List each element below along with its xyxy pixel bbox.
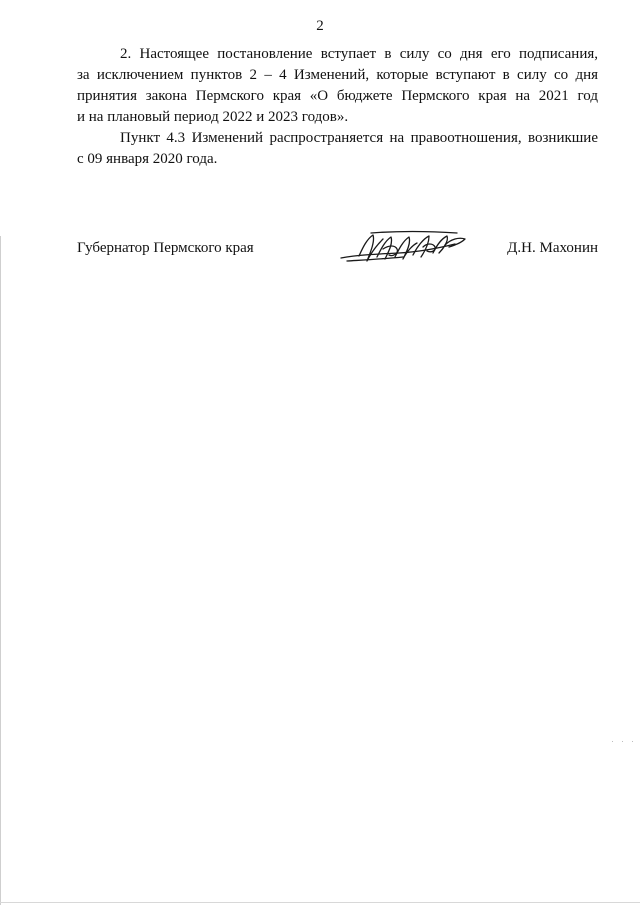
handwritten-signature (337, 227, 469, 269)
signatory-name: Д.Н. Махонин (507, 240, 598, 256)
signature-block (77, 235, 598, 275)
scan-left-edge (0, 236, 1, 905)
paragraph-line: 2. Настоящее постановление вступает в силу со дня его подписания, (120, 46, 598, 62)
scan-speck (622, 741, 623, 742)
paragraph-line: Пункт 4.3 Изменений распространяется на правоотношения, возникшие (120, 130, 598, 146)
paragraph-retroactive-clause (77, 128, 598, 170)
paragraph-line: принятия закона Пермского края «О бюджете Пермского края на 2021 год (77, 88, 598, 104)
document-body (77, 44, 598, 170)
paragraph-effective-date (77, 44, 598, 128)
scan-speck (632, 741, 633, 742)
paragraph-line: с 09 января 2020 года. (77, 151, 218, 167)
signatory-position: Губернатор Пермского края (77, 240, 254, 256)
paragraph-line: и на плановый период 2022 и 2023 годов». (77, 109, 349, 125)
scan-speck (612, 741, 613, 742)
scan-bottom-edge (0, 902, 640, 903)
paragraph-line: за исключением пунктов 2 – 4 Изменений, которые вступают в силу со дня (77, 67, 598, 83)
page-number: 2 (316, 18, 324, 34)
